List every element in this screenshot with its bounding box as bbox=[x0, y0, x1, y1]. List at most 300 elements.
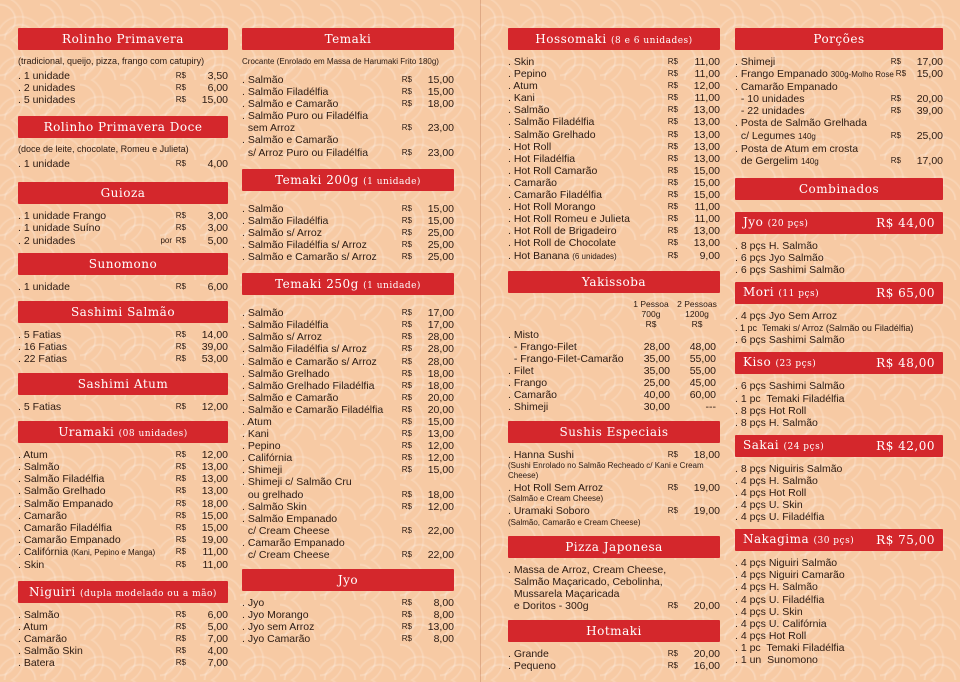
combo-pieces: (20 pçs) bbox=[767, 218, 809, 229]
currency-label: R$ bbox=[667, 117, 678, 127]
price-one-person bbox=[628, 329, 674, 341]
menu-item bbox=[508, 129, 720, 141]
menu-item-price: 28,00 bbox=[427, 355, 454, 368]
menu-item bbox=[508, 365, 720, 377]
menu-item bbox=[508, 329, 720, 341]
menu-item-name: . Frango bbox=[508, 376, 548, 389]
menu-item bbox=[18, 210, 228, 222]
menu-item-price bbox=[416, 537, 454, 549]
menu-item-price: 20,00 bbox=[693, 647, 720, 660]
menu-item-list bbox=[18, 329, 228, 365]
menu-item bbox=[242, 476, 454, 488]
menu-item bbox=[735, 117, 943, 129]
section-note: (doce de leite, chocolate, Romeu e Julieta) bbox=[18, 144, 189, 155]
currency-label: R$ bbox=[667, 177, 678, 187]
combo-name: Nakagima bbox=[743, 532, 810, 547]
currency-label: R$ bbox=[401, 308, 412, 318]
menu-item-description: (Salmão e Cream Cheese) bbox=[508, 494, 604, 504]
pizza-line: e Doritos - 300g R$ 20,00 bbox=[508, 599, 720, 612]
currency-label: R$ bbox=[175, 474, 186, 484]
menu-item bbox=[242, 319, 454, 331]
menu-item bbox=[242, 251, 454, 263]
menu-item-name: . Atum bbox=[18, 449, 48, 462]
menu-item-name: . Shimeji bbox=[508, 401, 549, 414]
menu-item-price: 13,00 bbox=[693, 104, 720, 117]
menu-item-name: . 1 unidade Frango bbox=[18, 210, 107, 223]
currency-label: R$ bbox=[667, 214, 678, 224]
menu-item-name: . Camarão Filadélfia bbox=[18, 521, 112, 534]
currency-label: R$ bbox=[401, 610, 412, 620]
combo-title-kiso bbox=[735, 352, 943, 374]
menu-item-price: 11,00 bbox=[694, 213, 720, 226]
menu-item bbox=[508, 225, 720, 237]
menu-item bbox=[242, 549, 454, 561]
menu-item bbox=[735, 105, 943, 117]
currency-label: R$ bbox=[401, 147, 412, 157]
menu-item-price: 12,00 bbox=[201, 401, 228, 414]
combo-item: . 6 pçs Jyo Salmão bbox=[735, 251, 824, 264]
menu-item-price bbox=[416, 476, 454, 488]
menu-item-price: 16,00 bbox=[693, 660, 720, 672]
combo-item: . 1 un Sunomono bbox=[735, 654, 818, 666]
menu-item-name: . Salmão bbox=[18, 461, 60, 474]
menu-item bbox=[242, 227, 454, 239]
currency-label: R$ bbox=[175, 95, 186, 105]
menu-item-name: . Shimeji c/ Salmão Cru bbox=[242, 476, 352, 489]
menu-item-name: . Hot Banana (6 unidades) bbox=[508, 249, 617, 262]
menu-item-name: . Salmão bbox=[242, 74, 284, 86]
menu-item-name: . 16 Fatias bbox=[18, 340, 68, 353]
menu-item bbox=[242, 609, 454, 621]
menu-item-name: . Salmão bbox=[242, 307, 284, 320]
menu-item bbox=[18, 158, 228, 170]
menu-item bbox=[18, 510, 228, 522]
currency-label: R$ bbox=[175, 159, 186, 169]
combo-title-mori bbox=[735, 282, 943, 304]
menu-item-name: sem Arroz bbox=[242, 122, 296, 135]
menu-item-detail: (6 unidades) bbox=[572, 251, 617, 261]
price-prefix: por bbox=[160, 235, 172, 245]
combo-item: . 8 pçs H. Salmão bbox=[735, 239, 818, 252]
currency-label: R$ bbox=[667, 190, 678, 200]
menu-item-price: 53,00 bbox=[201, 352, 228, 365]
menu-item-price: 25,00 bbox=[916, 129, 943, 142]
menu-item-price: 8,00 bbox=[433, 609, 454, 622]
combo-item: . 4 pçs U. Filadélfia bbox=[735, 511, 825, 524]
menu-item-price: 15,00 bbox=[693, 189, 720, 202]
menu-item bbox=[242, 86, 454, 98]
menu-item-price: 15,00 bbox=[427, 202, 454, 215]
price-one-person: 30,00 bbox=[643, 401, 670, 414]
menu-item-detail: (Kani, Pepino e Manga) bbox=[71, 547, 156, 557]
currency-label: R$ bbox=[175, 450, 186, 460]
menu-item-name: . Hot Roll Camarão bbox=[508, 164, 598, 177]
menu-item-name: . Salmão Filadélfia bbox=[242, 319, 329, 332]
menu-item-name: . Camarão bbox=[508, 389, 558, 402]
yakissoba-list bbox=[508, 329, 720, 414]
sushis-list bbox=[508, 449, 720, 527]
currency-label: R$ bbox=[401, 123, 412, 133]
combo-item: . 4 pçs Jyo Sem Arroz bbox=[735, 310, 838, 323]
menu-item bbox=[508, 213, 720, 225]
menu-item bbox=[242, 428, 454, 440]
menu-item-price: 18,00 bbox=[427, 379, 454, 392]
menu-item bbox=[508, 237, 720, 249]
currency-label: R$ bbox=[667, 450, 678, 460]
menu-item bbox=[242, 147, 454, 159]
currency-label: R$ bbox=[667, 57, 678, 66]
price-prefix bbox=[148, 222, 172, 234]
menu-item bbox=[242, 464, 454, 476]
menu-item-name: . 1 unidade bbox=[18, 280, 70, 293]
combo-item: . 8 pçs Hot Roll bbox=[735, 404, 807, 417]
menu-column-2 bbox=[242, 0, 454, 682]
currency-label: R$ bbox=[401, 368, 412, 378]
menu-item bbox=[242, 368, 454, 380]
currency-label bbox=[887, 81, 905, 93]
combinados-list bbox=[735, 212, 943, 666]
currency-label: R$ bbox=[401, 215, 412, 225]
currency-label: R$ bbox=[890, 94, 901, 104]
menu-item bbox=[508, 201, 720, 213]
menu-item bbox=[508, 505, 720, 517]
menu-item-name: . Atum bbox=[18, 621, 48, 634]
menu-column-1 bbox=[18, 0, 228, 682]
menu-item-list bbox=[18, 281, 228, 293]
menu-item bbox=[508, 92, 720, 104]
menu-item-list bbox=[735, 56, 943, 168]
menu-item-name: . Califórnia (Kani, Pepino e Manga) bbox=[18, 545, 156, 558]
menu-item bbox=[508, 482, 720, 494]
menu-item-name: . Shimeji bbox=[242, 464, 283, 477]
combo-title-sakai bbox=[735, 435, 943, 457]
menu-item-price: 15,00 bbox=[427, 464, 454, 477]
menu-item-name: - Frango-Filet bbox=[508, 340, 577, 353]
pizza-description bbox=[508, 564, 720, 612]
section-title-sashimi-salmao: Sashimi Salmão bbox=[18, 301, 228, 323]
menu-item bbox=[508, 153, 720, 165]
menu-item-name: . Hot Roll Romeu e Julieta bbox=[508, 213, 630, 226]
menu-item-price: 8,00 bbox=[433, 597, 454, 610]
menu-item-price bbox=[905, 117, 943, 129]
menu-item-price: 25,00 bbox=[427, 251, 454, 264]
menu-item-price: 20,00 bbox=[693, 599, 720, 612]
currency-label bbox=[398, 476, 416, 488]
currency-label: R$ bbox=[401, 99, 412, 109]
menu-item bbox=[242, 239, 454, 251]
menu-item-price: 15,00 bbox=[427, 74, 454, 86]
combo-pieces: (23 pçs) bbox=[775, 359, 817, 370]
currency-label: R$ bbox=[401, 465, 412, 475]
menu-item-list bbox=[242, 307, 454, 561]
menu-item-detail: 300g-Molho Rose bbox=[830, 70, 894, 80]
section-title-temaki-200g: Temaki 200g (1 unidade) bbox=[242, 169, 454, 191]
menu-item-name: . Batera bbox=[18, 657, 55, 670]
menu-item-price: 22,00 bbox=[427, 524, 454, 537]
menu-item-price: 15,00 bbox=[693, 176, 720, 189]
menu-item-name: . Salmão e Camarão bbox=[242, 134, 339, 147]
menu-item-price: 28,00 bbox=[427, 331, 454, 344]
menu-item bbox=[735, 68, 943, 81]
section-title-yakissoba: Yakissoba bbox=[508, 271, 720, 293]
menu-item bbox=[508, 353, 720, 365]
menu-item bbox=[18, 341, 228, 353]
menu-item bbox=[735, 143, 943, 155]
menu-item bbox=[242, 404, 454, 416]
menu-item-detail: 140g bbox=[800, 156, 819, 166]
menu-item bbox=[18, 522, 228, 534]
currency-label: R$ bbox=[401, 598, 412, 608]
combo-name: Kiso bbox=[743, 355, 772, 370]
menu-item-price: 17,00 bbox=[916, 56, 943, 68]
combo-pieces: (11 pçs) bbox=[778, 289, 820, 300]
menu-item bbox=[735, 93, 943, 105]
currency-label: R$ bbox=[667, 93, 678, 103]
menu-item-name: c/ Cream Cheese bbox=[242, 549, 330, 561]
currency-label bbox=[398, 134, 416, 146]
menu-item bbox=[18, 449, 228, 461]
menu-item-price: 13,00 bbox=[693, 128, 720, 141]
menu-item-name: . Salmão Filadélfia bbox=[508, 116, 595, 129]
center-fold bbox=[480, 0, 481, 682]
section-title-hossomaki: Hossomaki (8 e 6 unidades) bbox=[508, 28, 720, 50]
menu-item bbox=[242, 134, 454, 146]
menu-column-3 bbox=[508, 0, 720, 682]
menu-item bbox=[18, 82, 228, 94]
combo-item: . 4 pçs U. Califórnia bbox=[735, 617, 827, 630]
combo-item: . 1 pc Temaki s/ Arroz (Salmão ou Filadélfia) bbox=[735, 323, 914, 334]
currency-label bbox=[398, 110, 416, 122]
section-note: Crocante (Enrolado em Massa de Harumaki Frito 180g) bbox=[242, 57, 439, 66]
menu-item-name: . Pepino bbox=[508, 68, 547, 81]
currency-label: R$ bbox=[401, 392, 412, 402]
menu-item bbox=[18, 546, 228, 559]
combo-name: Sakai bbox=[743, 437, 780, 452]
menu-column-4 bbox=[735, 0, 943, 682]
combo-title-nakagima bbox=[735, 529, 943, 551]
menu-item-name: . Posta de Salmão Grelhada bbox=[735, 117, 867, 130]
currency-label: R$ bbox=[401, 356, 412, 366]
combo-price: R$ 44,00 bbox=[876, 215, 935, 230]
menu-item-name: . Califórnia bbox=[242, 452, 293, 465]
menu-item bbox=[242, 537, 454, 549]
menu-item-price: 12,00 bbox=[693, 80, 720, 93]
currency-label: R$ bbox=[401, 75, 412, 84]
section-title-combinados: Combinados bbox=[735, 178, 943, 200]
currency-label: R$ bbox=[175, 223, 186, 233]
menu-item-price: 12,00 bbox=[427, 452, 454, 465]
currency-label: R$ bbox=[667, 153, 678, 163]
menu-item-price: 13,00 bbox=[693, 152, 720, 165]
menu-item-price: 3,00 bbox=[207, 222, 228, 235]
menu-item-price: 17,00 bbox=[427, 307, 454, 320]
menu-item-price: 13,00 bbox=[693, 225, 720, 238]
menu-item bbox=[508, 80, 720, 92]
menu-item-name: c/ Cream Cheese bbox=[242, 524, 330, 537]
combo-item: . 4 pçs Hot Roll bbox=[735, 629, 807, 642]
menu-item-name: . 5 unidades bbox=[18, 94, 76, 107]
menu-item-name: . Camarão Empanado bbox=[18, 533, 121, 546]
menu-item bbox=[18, 609, 228, 621]
currency-label: R$ bbox=[890, 57, 901, 66]
menu-item bbox=[18, 559, 228, 571]
menu-item-price: 15,00 bbox=[427, 415, 454, 428]
menu-item-name: . Hanna Sushi bbox=[508, 449, 574, 462]
price-two-people: --- bbox=[705, 401, 716, 414]
menu-item-name: . Hot Roll de Brigadeiro bbox=[508, 225, 617, 238]
menu-item-name: . Camarão Filadélfia bbox=[508, 189, 602, 202]
menu-item bbox=[508, 177, 720, 189]
menu-item-name: . Salmão Skin bbox=[18, 645, 83, 658]
currency-label: R$ bbox=[667, 483, 678, 493]
currency-label: R$ bbox=[175, 534, 186, 544]
menu-item bbox=[508, 250, 720, 263]
menu-item bbox=[242, 110, 454, 122]
section-title-sashimi-atum: Sashimi Atum bbox=[18, 373, 228, 395]
menu-item bbox=[508, 341, 720, 353]
menu-item-name: . 5 Fatias bbox=[18, 328, 62, 341]
menu-item bbox=[508, 660, 720, 672]
menu-item-price: 15,00 bbox=[427, 86, 454, 99]
menu-item bbox=[18, 235, 228, 247]
menu-item-name: . Shimeji bbox=[735, 56, 776, 68]
menu-item-price: 13,00 bbox=[693, 140, 720, 153]
combo-item: . 1 pc Temaki Filadélfia bbox=[735, 392, 845, 405]
menu-item-price: 23,00 bbox=[427, 146, 454, 159]
menu-item-name: . 22 Fatias bbox=[18, 352, 68, 365]
currency-label: R$ bbox=[401, 252, 412, 262]
combo-item: . 6 pçs Sashimi Salmão bbox=[735, 264, 845, 277]
menu-item-name: . 1 unidade bbox=[18, 158, 70, 171]
menu-item-description: (Salmão, Camarão e Cream Cheese) bbox=[508, 517, 641, 527]
menu-item bbox=[242, 452, 454, 464]
menu-item-name: . Pepino bbox=[242, 440, 281, 453]
menu-item-name: - Frango-Filet-Camarão bbox=[508, 352, 624, 365]
menu-item bbox=[18, 645, 228, 657]
menu-item bbox=[242, 416, 454, 428]
menu-item bbox=[508, 648, 720, 660]
pizza-line: . Massa de Arroz, Cream Cheese, bbox=[508, 563, 667, 576]
combo-item: . 8 pçs H. Salmão bbox=[735, 416, 818, 429]
menu-item bbox=[242, 74, 454, 86]
currency-label: R$ bbox=[175, 83, 186, 93]
combo-item: . 4 pçs U. Filadélfia bbox=[735, 593, 825, 606]
menu-item-name: . Kani bbox=[242, 428, 269, 441]
menu-item bbox=[242, 356, 454, 368]
menu-item-name: . Filet bbox=[508, 364, 534, 377]
section-title-sushis-especiais: Sushis Especiais bbox=[508, 421, 720, 443]
menu-item-price: 14,00 bbox=[201, 328, 228, 341]
menu-item-list bbox=[18, 609, 228, 669]
currency-label: R$ bbox=[401, 87, 412, 97]
currency-label: R$ bbox=[175, 622, 186, 632]
menu-item bbox=[508, 401, 720, 413]
menu-item-name: . Salmão Filadélfia bbox=[242, 86, 329, 99]
currency-label: R$ bbox=[667, 250, 678, 260]
currency-label: R$ bbox=[667, 600, 678, 610]
currency-label: R$ bbox=[175, 486, 186, 496]
menu-item-price: 12,00 bbox=[427, 440, 454, 453]
section-title-hotmaki: Hotmaki bbox=[508, 620, 720, 642]
currency-label: R$ bbox=[175, 341, 186, 351]
menu-item-name: . Salmão Grelhado bbox=[18, 485, 106, 498]
combo-name: Jyo bbox=[743, 214, 764, 229]
menu-item-price: 3,00 bbox=[207, 210, 228, 223]
currency-label: R$ bbox=[667, 648, 678, 658]
combo-price: R$ 75,00 bbox=[876, 533, 935, 548]
currency-label: R$ bbox=[667, 165, 678, 175]
currency-label: R$ bbox=[175, 281, 186, 291]
menu-item bbox=[18, 461, 228, 473]
menu-item bbox=[735, 130, 943, 143]
menu-item-price: 13,00 bbox=[427, 621, 454, 634]
menu-item bbox=[242, 98, 454, 110]
combo-item: . 4 pçs Hot Roll bbox=[735, 486, 807, 499]
menu-item-name: . Camarão Empanado bbox=[242, 536, 345, 549]
menu-item-list bbox=[18, 449, 228, 571]
combo-item: . 8 pçs Niguiris Salmão bbox=[735, 462, 843, 475]
menu-item-name: . Salmão Grelhado bbox=[508, 128, 596, 141]
menu-item bbox=[18, 633, 228, 645]
menu-item-price: 15,00 bbox=[427, 214, 454, 227]
currency-label: R$ bbox=[401, 634, 412, 644]
menu-item-name: . Camarão bbox=[18, 509, 68, 522]
menu-item bbox=[242, 440, 454, 452]
section-title-temaki-250g: Temaki 250g (1 unidade) bbox=[242, 273, 454, 295]
menu-item-list bbox=[18, 70, 228, 106]
menu-item-name: . Frango Empanado 300g-Molho Rose bbox=[735, 68, 894, 81]
menu-item bbox=[508, 116, 720, 128]
menu-item-name: . Salmão bbox=[508, 104, 550, 117]
menu-item-name: . Posta de Atum em crosta bbox=[735, 142, 859, 155]
currency-label: R$ bbox=[667, 202, 678, 212]
menu-item bbox=[18, 485, 228, 497]
menu-item bbox=[242, 307, 454, 319]
currency-label: R$ bbox=[401, 429, 412, 439]
menu-item-name: . Hot Filadélfia bbox=[508, 152, 576, 165]
currency-label: R$ bbox=[667, 226, 678, 236]
menu-item-price: 11,00 bbox=[694, 201, 720, 214]
menu-item-name: s/ Arroz Puro ou Filadélfia bbox=[242, 146, 369, 159]
combo-item: . 4 pçs Niguiri Salmão bbox=[735, 557, 838, 570]
menu-item-list bbox=[18, 210, 228, 246]
menu-item-name: . Atum bbox=[242, 415, 272, 428]
menu-item-price: 18,00 bbox=[201, 497, 228, 510]
section-title-sunomono: Sunomono bbox=[18, 253, 228, 275]
menu-item-price: 18,00 bbox=[427, 488, 454, 501]
currency-label: R$ bbox=[175, 559, 186, 569]
menu-item-name: . Salmão s/ Arroz bbox=[242, 331, 322, 344]
currency-label: R$ bbox=[895, 69, 907, 79]
menu-item-price: 6,00 bbox=[207, 280, 228, 293]
menu-item-price: 11,00 bbox=[694, 92, 720, 105]
menu-item-price: 25,00 bbox=[427, 238, 454, 251]
currency-label: R$ bbox=[175, 634, 186, 644]
currency-label bbox=[887, 143, 905, 155]
menu-item bbox=[508, 104, 720, 116]
menu-item-description: (Sushi Enrolado no Salmão Recheado c/ Kani e Cream Cheese) bbox=[508, 461, 704, 481]
menu-item-price: 13,00 bbox=[693, 237, 720, 250]
pizza-line: Salmão Maçaricado, Cebolinha, bbox=[508, 575, 663, 588]
menu-item-price: 15,00 bbox=[916, 68, 943, 81]
menu-item-name: . Salmão bbox=[242, 202, 284, 215]
currency-label: R$ bbox=[175, 71, 186, 80]
menu-item bbox=[508, 449, 720, 461]
menu-item-name: . Salmão Filadélfia s/ Arroz bbox=[242, 238, 367, 251]
currency-label bbox=[887, 117, 905, 129]
menu-item-price: 3,50 bbox=[207, 70, 228, 82]
section-title-pizza-japonesa: Pizza Japonesa bbox=[508, 536, 720, 558]
